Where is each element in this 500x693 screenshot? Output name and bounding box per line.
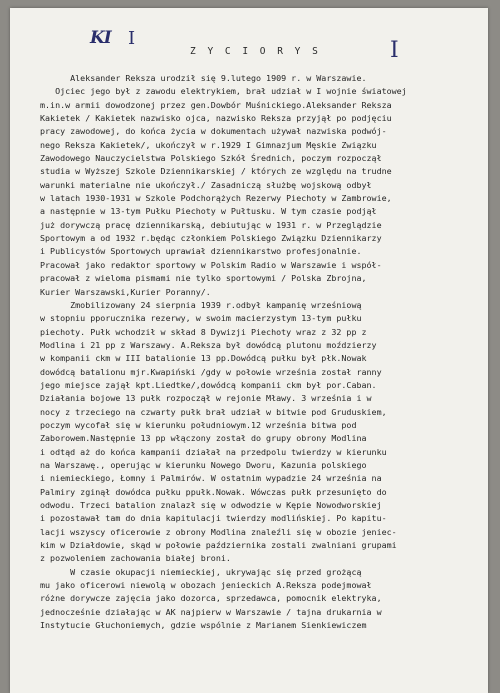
document-title: Z Y C I O R Y S xyxy=(190,46,321,57)
text-line: lacji wszyscy oficerowie z obrony Modlina znaleźli się w obozie jeniec- xyxy=(40,526,397,537)
typewritten-body xyxy=(40,72,480,632)
text-line: kim w Działdowie, skąd w połowie października zostali zwalniani grupami xyxy=(40,540,397,551)
text-line: poczym wycofał się w kierunku południowym.12 września bitwa pod xyxy=(40,419,357,430)
text-line: Aleksander Reksza urodził się 9.lutego 1909 r. w Warszawie. xyxy=(40,73,367,83)
text-line: i niemieckiego, Łomny i Palmirów. W ostatnim wypadzie 24 września na xyxy=(40,473,382,484)
text-line: jego miejsce zajął kpt.Liedtke/,dowódcą kompanii ckm był por.Caban. xyxy=(40,379,377,390)
text-line: jednocześnie działając w AK najpierw w Warszawie / tajna drukarnia w xyxy=(40,606,382,617)
text-line: Działania bojowe 13 pułk rozpoczął w rejonie Mławy. 3 września i w xyxy=(40,393,372,404)
text-line: na Warszawę., operując w kierunku Nowego Dworu, Kazunia polskiego xyxy=(40,459,367,470)
text-line: i Publicystów Sportowych uprawiał dziennikarstwo profesjonalnie. xyxy=(40,246,362,257)
handwritten-scribble: KI xyxy=(90,28,111,48)
text-line: Instytucie Głuchoniemych, gdzie wspólnie z Marianem Sienkiewiczem xyxy=(40,620,367,631)
text-line: pracy zawodowej, do końca życia w dokumentach używał nazwiska podwój- xyxy=(40,126,387,137)
text-line: różne dorywcze zajęcia jako dozorca, sprzedawca, pomocnik elektryka, xyxy=(40,593,382,604)
text-line: mu jako oficerowi niewolą w obozach jenieckich A.Reksza podejmował xyxy=(40,580,372,591)
text-line: dowódcą batalionu mjr.Kwapiński /gdy w połowie września został ranny xyxy=(40,366,382,377)
text-line: studia w Wyższej Szkole Dziennikarskiej / których ze względu na trudne xyxy=(40,166,392,177)
document-page xyxy=(10,8,488,693)
text-line: W czasie okupacji niemieckiej, ukrywając się przed grożącą xyxy=(40,566,362,577)
text-line: i pozostawał tam do dnia kapitulacji twierdzy modlińskiej. Po kapitu- xyxy=(40,513,387,524)
text-line: Ojciec jego był z zawodu elektrykiem, brał udział w I wojnie światowej xyxy=(40,86,407,97)
text-line: nego Reksza Kakietek/, ukończył w r.1929 I Gimnazjum Męskie Związku xyxy=(40,139,377,150)
text-line: m.in.w armii dowodzonej przez gen.Dowbór Muśnickiego.Aleksander Reksza xyxy=(40,99,392,110)
text-line: Kurier Warszawski,Kurier Poranny/. xyxy=(40,286,211,297)
text-line: a następnie w 13-tym Pułku Piechoty w Pułtusku. W tym czasie podjął xyxy=(40,206,377,217)
text-line: Zmobilizowany 24 sierpnia 1939 r.odbył kampanię wrześniową xyxy=(40,299,362,310)
text-line: odwodu. Trzeci batalion znalazł się w odwodzie w Kępie Nowodworskiej xyxy=(40,500,382,510)
text-line: Kakietek / Kakietek nazwisko ojca, nazwisko Reksza przyjął po podjęciu xyxy=(40,113,392,124)
text-line: w kompanii ckm w III batalionie 13 pp.Dowódcą pułku był płk.Nowak xyxy=(40,353,367,364)
text-line: Palmiry zginął dowódca pułku ppułk.Nowak. Wówczas pułk przesunięto do xyxy=(40,486,387,497)
text-line: pracował z wieloma pismami nie tylko sportowymi / Polska Zbrojna, xyxy=(40,273,367,284)
text-line: Zawodowego Nauczycielstwa Polskiego Szkół Średnich, poczym rozpoczął xyxy=(40,153,382,164)
text-line: piechoty. Pułk wchodził w skład 8 Dywizji Piechoty wraz z 32 pp z xyxy=(40,326,367,337)
text-line: warunki materialne nie ukończył./ Zasadniczą służbę wojskową odbył xyxy=(40,179,372,190)
text-line: Modlina i 21 pp z Warszawy. A.Reksza był dowódcą plutonu moździerzy xyxy=(40,339,377,350)
text-line: w latach 1930-1931 w Szkole Podchorążych Rezerwy Piechoty w Zambrowie, xyxy=(40,193,392,204)
text-line: i odtąd aż do końca kampanii działał na przedpolu twierdzy w kierunku xyxy=(40,446,387,457)
text-line: Pracował jako redaktor sportowy w Polskim Radio w Warszawie i współ- xyxy=(40,259,382,270)
text-line: już dorywczą pracę dziennikarską, debiutując w 1931 r. w Przeglądzie xyxy=(40,219,382,230)
text-line: nocy z trzeciego na czwarty pułk brał udział w bitwie pod Gruduskiem, xyxy=(40,406,387,417)
handwritten-roman-numeral: I xyxy=(128,28,136,49)
text-line: w stopniu pporucznika rezerwy, w swoim macierzystym 13-tym pułku xyxy=(40,313,362,324)
text-line: Sportowym a od 1932 r.będąc członkiem Polskiego Związku Dziennikarzy xyxy=(40,233,382,244)
handwritten-page-number: I xyxy=(390,38,399,63)
text-line: Zaborowem.Następnie 13 pp włączony został do grupy obrony Modlina xyxy=(40,433,367,444)
text-line: z pozwoleniem zachowania białej broni. xyxy=(40,553,231,564)
